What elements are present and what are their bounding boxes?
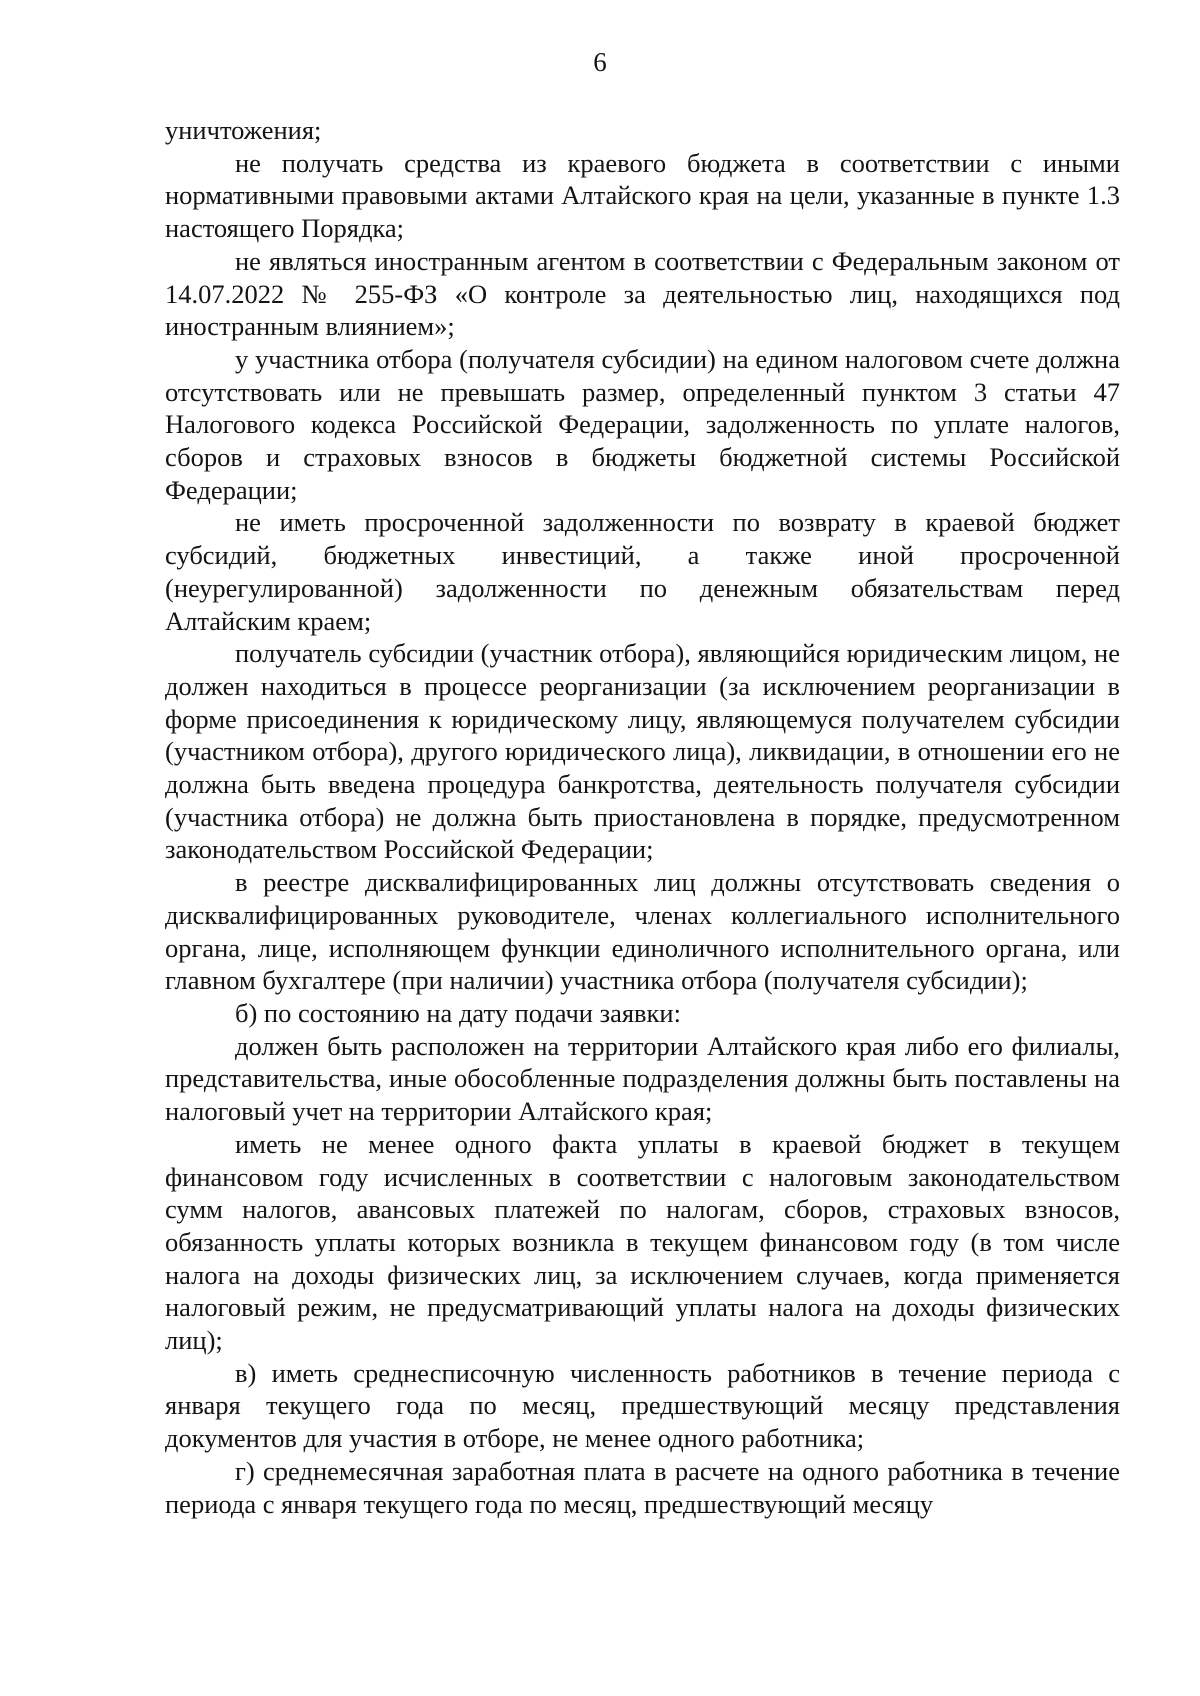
paragraph: не иметь просроченной задолженности по возврату в краевой бюджет субсидий, бюджетных инвестиций, а также иной просроченной (неурегулированной) задолженности по денежным обязательствам перед Алтайским краем;: [165, 507, 1120, 636]
paragraph: не являться иностранным агентом в соответствии с Федеральным законом от 14.07.2022 № 255-ФЗ «О контроле за деятельностью лиц, находящихся под иностранным влиянием»;: [165, 245, 1120, 342]
paragraph: б) по состоянию на дату подачи заявки:: [235, 997, 681, 1028]
paragraph: уничтожения;: [165, 115, 322, 145]
paragraph: в) иметь среднесписочную численность работников в течение периода с января текущего года по месяц, предшествующий месяцу представления документов для участия в отборе, не менее одного работника;: [165, 1357, 1120, 1454]
paragraph: г) среднемесячная заработная плата в расчете на одного работника в течение периода с января текущего года по месяц, предшествующий месяцу: [165, 1455, 1120, 1519]
paragraph: должен быть расположен на территории Алтайского края либо его филиалы, представительства, иные обособленные подразделения должны быть поставлены на налоговый учет на территории Алтайского края;: [165, 1030, 1120, 1127]
paragraph: не получать средства из краевого бюджета в соответствии с иными нормативными правовыми актами Алтайского края на цели, указанные в пункте 1.3 настоящего Порядка;: [165, 147, 1120, 244]
page-number: 6: [593, 47, 607, 77]
paragraph: получатель субсидии (участник отбора), являющийся юридическим лицом, не должен находиться в процессе реорганизации (за исключением реорганизации в форме присоединения к юридическому лицу, являющемуся получателем субсидии (участником отбора), другого юридического лица), ликвидации, в отношении его не должна быть введена процедура банкротства, деятельность получателя субсидии (участника отбора) не должна быть приостановлена в порядке, предусмотренном законодательством Российской Федерации;: [165, 638, 1120, 865]
document-body: [165, 114, 1120, 1520]
paragraph: в реестре дисквалифицированных лиц должны отсутствовать сведения о дисквалифицированных руководителе, членах коллегиального исполнительного органа, лице, исполняющем функции единоличного исполнительного органа, или главном бухгалтере (при наличии) участника отбора (получателя субсидии);: [165, 867, 1120, 996]
paragraph: у участника отбора (получателя субсидии) на едином налоговом счете должна отсутствовать или не превышать размер, определенный пунктом 3 статьи 47 Налогового кодекса Российской Федерации, задолженность по уплате налогов, сборов и страховых взносов в бюджеты бюджетной системы Российской Федерации;: [165, 343, 1120, 505]
paragraph: иметь не менее одного факта уплаты в краевой бюджет в текущем финансовом году исчисленных в соответствии с налоговым законодательством сумм налогов, авансовых платежей по налогам, сборов, страховых взносов, обязанность уплаты которых возникла в текущем финансовом году (в том числе налога на доходы физических лиц, за исключением случаев, когда применяется налоговый режим, не предусматривающий уплаты налога на доходы физических лиц);: [165, 1128, 1120, 1356]
